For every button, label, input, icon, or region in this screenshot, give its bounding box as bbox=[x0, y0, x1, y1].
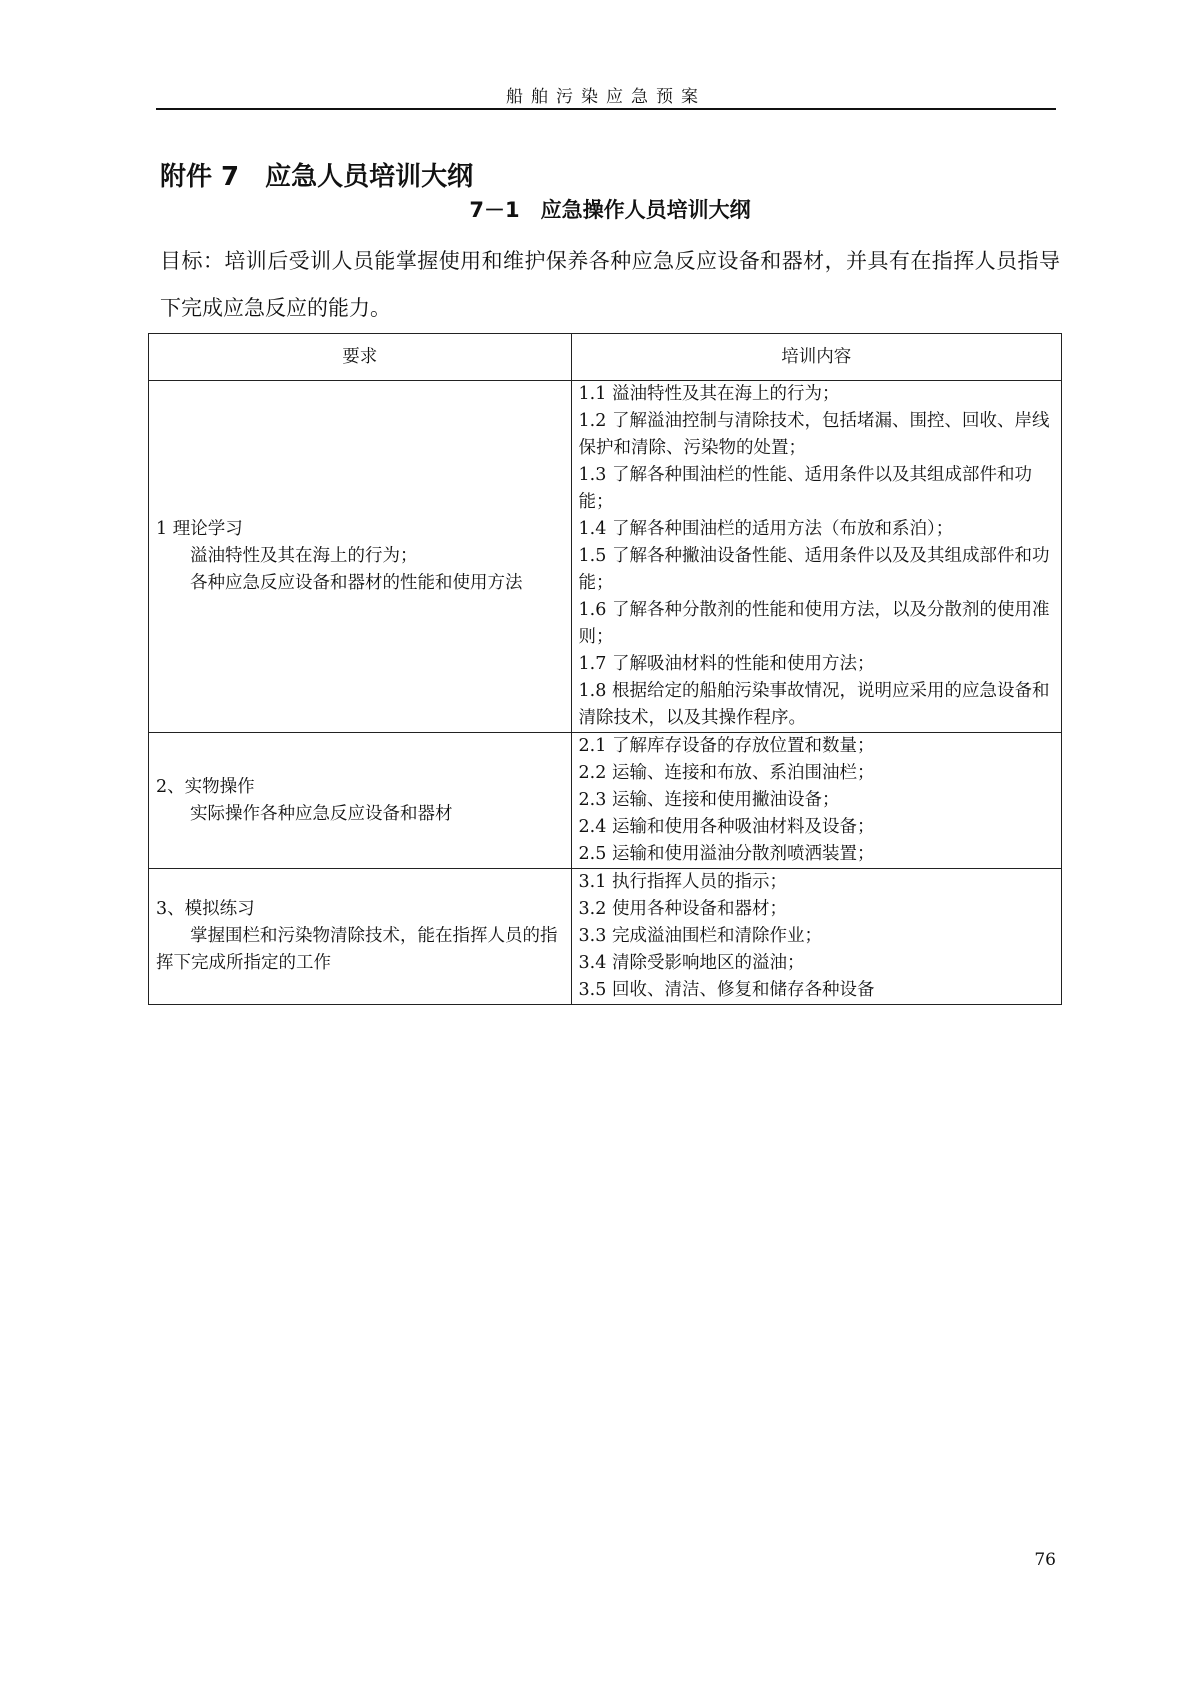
content-item: 3.4 清除受影响地区的溢油； bbox=[578, 953, 805, 973]
table-header-row bbox=[149, 334, 1062, 381]
requirement-detail: 溢油特性及其在海上的行为； bbox=[190, 546, 418, 566]
content-item: 2.5 运输和使用溢油分散剂喷洒装置； bbox=[578, 844, 875, 864]
content-item: 1.4 了解各种围油栏的适用方法（布放和系泊）； bbox=[578, 519, 954, 539]
training-content-cell bbox=[571, 869, 1061, 1005]
page-number: 76 bbox=[1034, 1550, 1056, 1570]
content-item: 3.5 回收、清洁、修复和储存各种设备 bbox=[578, 980, 875, 1000]
content-item: 3.1 执行指挥人员的指示； bbox=[578, 872, 787, 892]
content-item: 1.8 根据给定的船舶污染事故情况，说明应采用的应急设备和清除技术，以及其操作程序。 bbox=[578, 681, 1050, 728]
requirement-cell bbox=[149, 869, 572, 1005]
content-item: 1.3 了解各种围油栏的性能、适用条件以及其组成部件和功能； bbox=[578, 465, 1032, 512]
content-item: 1.5 了解各种撇油设备性能、适用条件以及及其组成部件和功能； bbox=[578, 546, 1050, 593]
requirement-title: 3、模拟练习 bbox=[156, 899, 255, 919]
table-row bbox=[149, 733, 1062, 869]
objective-paragraph: 目标：培训后受训人员能掌握使用和维护保养各种应急反应设备和器材，并具有在指挥人员指导下完成应急反应的能力。 bbox=[160, 249, 1060, 320]
section-title: 7－1 应急操作人员培训大纲 bbox=[469, 198, 751, 222]
content-item: 2.2 运输、连接和布放、系泊围油栏； bbox=[578, 763, 875, 783]
requirement-detail: 实际操作各种应急反应设备和器材 bbox=[190, 803, 453, 824]
training-syllabus-table bbox=[148, 333, 1062, 1005]
appendix-title: 附件 7 应急人员培训大纲 bbox=[160, 162, 474, 192]
content-item: 1.2 了解溢油控制与清除技术，包括堵漏、围控、回收、岸线保护和清除、污染物的处置； bbox=[578, 411, 1050, 458]
table-row bbox=[149, 869, 1062, 1005]
training-content-cell bbox=[571, 381, 1061, 733]
content-item: 3.3 完成溢油围栏和清除作业； bbox=[578, 926, 822, 946]
requirement-cell bbox=[149, 733, 572, 869]
content-item: 1.7 了解吸油材料的性能和使用方法； bbox=[578, 654, 875, 674]
content-item: 1.1 溢油特性及其在海上的行为； bbox=[578, 384, 840, 404]
requirement-cell bbox=[149, 381, 572, 733]
requirement-detail: 掌握围栏和污染物清除技术，能在指挥人员的指挥下完成所指定的工作 bbox=[156, 926, 558, 973]
content-item: 2.1 了解库存设备的存放位置和数量； bbox=[578, 736, 875, 756]
requirement-title: 2、实物操作 bbox=[156, 776, 255, 797]
running-header: 船舶污染应急预案 bbox=[506, 87, 706, 107]
header-requirement: 要求 bbox=[149, 334, 572, 381]
header-training-content: 培训内容 bbox=[571, 334, 1061, 381]
content-item: 1.6 了解各种分散剂的性能和使用方法，以及分散剂的使用准则； bbox=[578, 600, 1050, 647]
content-item: 3.2 使用各种设备和器材； bbox=[578, 899, 787, 919]
training-content-cell bbox=[571, 733, 1061, 869]
table-row bbox=[149, 381, 1062, 733]
content-item: 2.4 运输和使用各种吸油材料及设备； bbox=[578, 817, 875, 837]
header-rule bbox=[156, 108, 1056, 110]
content-item: 2.3 运输、连接和使用撇油设备； bbox=[578, 790, 840, 810]
requirement-detail: 各种应急反应设备和器材的性能和使用方法 bbox=[190, 573, 523, 593]
requirement-title: 1 理论学习 bbox=[156, 519, 243, 539]
